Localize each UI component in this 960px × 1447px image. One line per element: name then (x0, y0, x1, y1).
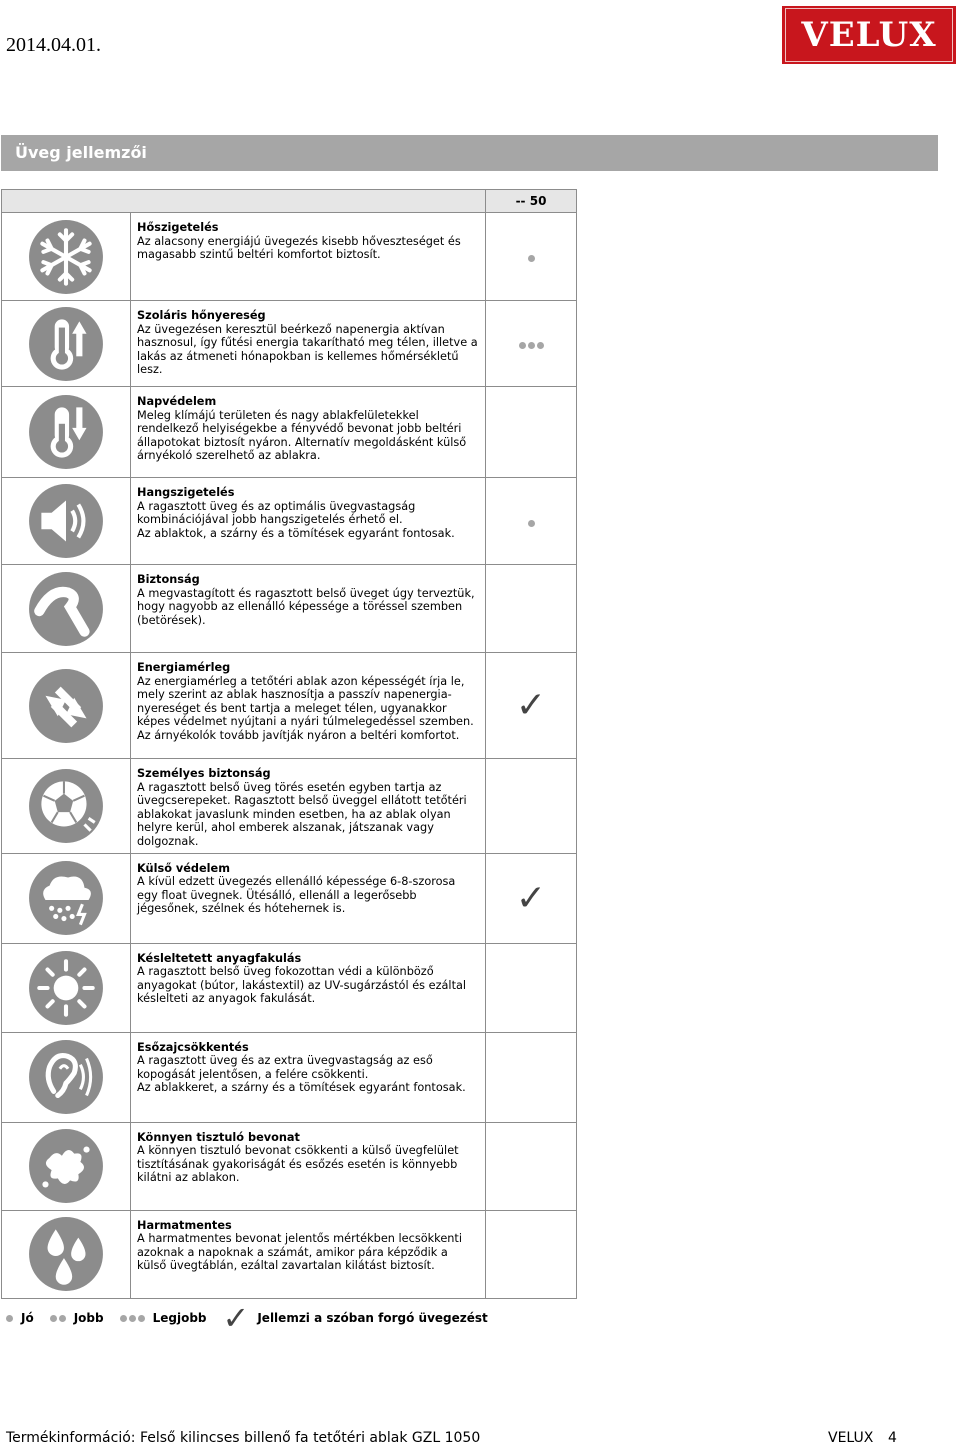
energy-arrows-icon (27, 667, 105, 745)
hail-cloud-icon (27, 859, 105, 937)
feature-description-line: mely szerint az ablak hasznosítja a passzív napenergia- (137, 688, 452, 702)
feature-description-line: képes védelmet nyújtani a nyári túlmelegedéssel szemben. (137, 715, 474, 729)
feature-description-line: Az árnyékolók tovább javítják nyáron a beltéri komfortot. (137, 728, 460, 742)
feature-title: Személyes biztonság (137, 767, 271, 780)
row-text-cell (131, 213, 486, 301)
feature-description-line: A megvastagított és ragasztott belső üveget úgy terveztük, (137, 586, 475, 600)
feature-description-line: A harmatmentes bevonat jelentős mértékben lecsökkenti (137, 1232, 463, 1246)
legend-good-label: Jó (21, 1311, 34, 1325)
feature-description-line: dolgoznak. (137, 834, 199, 848)
checkmark-icon: ✓ (515, 877, 547, 919)
speaker-icon (27, 482, 105, 560)
row-icon-cell (2, 565, 131, 653)
table-row (2, 565, 577, 653)
feature-description-line: üvegcserepeket. Ragasztott belső üveggel ellátott tetőtéri (137, 794, 467, 808)
legend (6, 1298, 504, 1338)
row-icon-cell (2, 1122, 131, 1210)
row-rating-cell (486, 943, 577, 1032)
feature-description-line: nyereséget és bent tartja a meleget télen, ugyanakkor (137, 701, 447, 715)
football-icon (27, 767, 105, 845)
table-row (2, 478, 577, 565)
table-row (2, 853, 577, 943)
row-rating-cell (486, 653, 577, 759)
row-text-cell (131, 478, 486, 565)
feature-description-line: Az ablaktok, a szárny és a tömítések egyaránt fontosak. (137, 526, 455, 540)
feature-title: Hangszigetelés (137, 486, 235, 499)
table-row (2, 943, 577, 1032)
table-row (2, 301, 577, 387)
legend-best-label: Legjobb (152, 1311, 207, 1325)
feature-description-line: kombinációjával jobb hangszigetelés érhető el. (137, 513, 403, 527)
table-row (2, 213, 577, 301)
feature-description-line: jégesőnek, szélnek és hótehernek is. (137, 902, 346, 916)
legend-best (120, 1311, 207, 1325)
row-rating-cell (486, 301, 577, 387)
row-text-cell (131, 853, 486, 943)
dot-good-icon (6, 1315, 13, 1322)
row-rating-cell (486, 387, 577, 478)
feature-description-line: külső üvegtáblán, ezáltal zavartalan kilátást biztosít. (137, 1259, 435, 1273)
table-row (2, 1210, 577, 1298)
thermometer-down-icon (27, 393, 105, 471)
feature-description-line: A kívül edzett üvegezés ellenálló képessége 6-8-szorosa (137, 875, 456, 889)
feature-description-line: állapotokat biztosít nyáron. Alternatív megoldásként külső (137, 435, 467, 449)
features-table (1, 189, 577, 1299)
feature-description-line: árnyékoló szerelhető az ablakra. (137, 449, 321, 463)
feature-description-line: A ragasztott üveg és az optimális üvegvastagság (137, 499, 416, 513)
row-text-cell (131, 565, 486, 653)
legend-better (50, 1311, 104, 1325)
footer (6, 1430, 906, 1446)
table-row (2, 1122, 577, 1210)
feature-description-line: egy float üvegnek. Ütésálló, ellenáll a legerősebb (137, 888, 417, 902)
row-text-cell (131, 1122, 486, 1210)
row-icon-cell (2, 653, 131, 759)
legend-feature-label: Jellemzi a szóban forgó üvegezést (257, 1311, 488, 1325)
header-blank (2, 190, 486, 213)
feature-description-line: Az ablakkeret, a szárny és a tömítések egyaránt fontosak. (137, 1081, 466, 1095)
feature-description-line: A ragasztott belső üveg fokozottan védi a különböző (137, 965, 434, 979)
table-row (2, 759, 577, 854)
table-row (2, 387, 577, 478)
feature-description-line: Meleg klímájú területen és nagy ablakfelületekkel (137, 408, 419, 422)
feature-description-line: Az alacsony energiájú üvegezés kisebb hőveszteséget és (137, 234, 461, 248)
row-rating-cell (486, 759, 577, 854)
logo-text: VELUX (785, 8, 953, 62)
feature-description-line: A ragasztott üveg és az extra üvegvastagság az eső (137, 1054, 433, 1068)
row-rating-cell (486, 1122, 577, 1210)
row-rating-cell (486, 565, 577, 653)
row-icon-cell (2, 387, 131, 478)
row-icon-cell (2, 1032, 131, 1122)
feature-description-line: ablakokat javaslunk minden esetben, ha az ablak olyan (137, 807, 451, 821)
legend-good (6, 1311, 34, 1325)
row-icon-cell (2, 213, 131, 301)
table-header-row (2, 190, 577, 213)
crowbar-icon (27, 570, 105, 648)
feature-description-line: helyre kerül, ahol emberek alszanak, játszanak vagy (137, 821, 434, 835)
feature-title: Esőzajcsökkentés (137, 1040, 249, 1054)
feature-description-line: hasznosul, így fűtési energia takarítható meg télen, illetve a (137, 336, 478, 350)
feature-description-line: rendelkező helyiségekbe a fényvédő bevonat jobb beltéri (137, 422, 462, 436)
row-text-cell (131, 301, 486, 387)
feature-description-line: Az energiamérleg a tetőtéri ablak azon képességét írja le, (137, 674, 465, 688)
row-text-cell (131, 653, 486, 759)
row-rating-cell (486, 1032, 577, 1122)
row-text-cell (131, 1210, 486, 1298)
row-rating-cell (486, 853, 577, 943)
thermometer-up-icon (27, 305, 105, 383)
row-rating-cell (486, 213, 577, 301)
drops-icon (27, 1215, 105, 1293)
footer-brand: VELUX (828, 1430, 874, 1446)
checkmark-icon: ✓ (515, 685, 547, 726)
table-row (2, 653, 577, 759)
row-text-cell (131, 759, 486, 854)
footer-product: Termékinformáció: Felső kilincses billenő fa tetőtéri ablak GZL 1050 (6, 1430, 481, 1446)
row-icon-cell (2, 759, 131, 854)
feature-description-line: kilátni az ablakon. (137, 1171, 240, 1185)
feature-description-line: anyagokat (bútor, lakástextil) az UV-sugárzástól és ezáltal (137, 978, 467, 992)
row-rating-cell (486, 1210, 577, 1298)
page-number: 4 (888, 1430, 897, 1446)
legend-feature (223, 1299, 488, 1337)
row-rating-cell (486, 478, 577, 565)
row-icon-cell (2, 1210, 131, 1298)
rating-dot-icon (528, 255, 535, 262)
ear-icon (27, 1038, 105, 1116)
feature-description-line: hogy nagyobb az ellenálló képessége a töréssel szemben (137, 600, 463, 614)
feature-description-line: lakás az átmeneti hónapokban is kellemes hőmérsékletű (137, 349, 459, 363)
rating-dot-icon (528, 520, 535, 527)
feature-description-line: tisztításának gyakoriságát és esőzés esetén is könnyebb (137, 1157, 458, 1171)
feature-title: Harmatmentes (137, 1218, 232, 1232)
feature-description-line: lesz. (137, 363, 163, 377)
feature-description-line: Az üvegezésen keresztül beérkező napenergia aktívan (137, 322, 445, 336)
feature-description-line: magasabb szintű beltéri komfortot biztosít. (137, 248, 381, 262)
feature-title: Energiamérleg (137, 661, 231, 674)
feature-title: Könnyen tisztuló bevonat (137, 1130, 300, 1144)
feature-title: Hőszigetelés (137, 221, 219, 234)
legend-better-label: Jobb (73, 1311, 104, 1325)
column-header: -- 50 (486, 190, 577, 213)
date: 2014.04.01. (6, 34, 101, 56)
table-row (2, 1032, 577, 1122)
feature-description-line: kopogását jelentősen, a felére csökkenti. (137, 1067, 369, 1081)
feature-description-line: azoknak a napoknak a számát, amikor pára képződik a (137, 1245, 448, 1259)
feature-description-line: késlelteti az anyagok fakulását. (137, 992, 316, 1006)
row-text-cell (131, 387, 486, 478)
feature-title: Késleltetett anyagfakulás (137, 951, 302, 965)
row-icon-cell (2, 943, 131, 1032)
feature-title: Biztonság (137, 573, 200, 586)
section-bar (1, 135, 938, 171)
feature-title: Külső védelem (137, 861, 230, 875)
snowflake-icon (27, 218, 105, 296)
feature-title: Szoláris hőnyereség (137, 309, 266, 322)
row-icon-cell (2, 301, 131, 387)
section-title: Üveg jellemzői (15, 143, 147, 162)
checkmark-icon: ✓ (222, 1299, 250, 1337)
dot-better-icon (50, 1315, 66, 1322)
feature-title: Napvédelem (137, 395, 217, 408)
rating-dot-icon (519, 342, 544, 349)
feature-description-line: A könnyen tisztuló bevonat csökkenti a külső üvegfelület (137, 1144, 459, 1158)
row-icon-cell (2, 478, 131, 565)
feature-description-line: (betörések). (137, 613, 206, 627)
row-text-cell (131, 1032, 486, 1122)
splash-icon (27, 1127, 105, 1205)
row-icon-cell (2, 853, 131, 943)
feature-description-line: A ragasztott belső üveg törés esetén egyben tartja az (137, 780, 442, 794)
dot-best-icon (120, 1315, 145, 1322)
row-text-cell (131, 943, 486, 1032)
sun-icon (27, 949, 105, 1027)
velux-logo (782, 6, 956, 64)
